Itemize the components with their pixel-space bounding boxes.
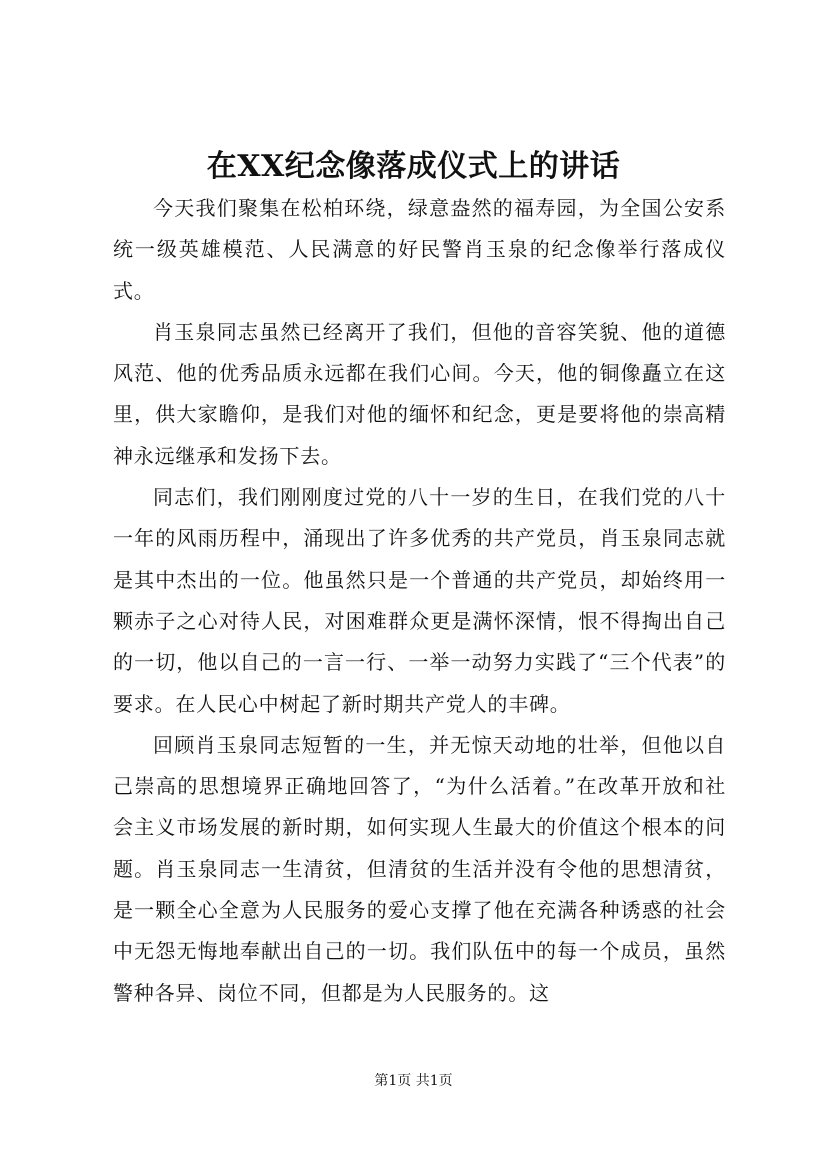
paragraph-4: 回顾肖玉泉同志短暂的一生，并无惊天动地的壮举，但他以自己崇高的思想境界正确地回答了，“为什么活着。”在改革开放和社会主义市场发展的新时期，如何实现人生最大的价值这个根本的问题。肖玉泉同志一生清贫，但清贫的生活并没有令他的思想清贫，是一颗全心全意为人民服务的爱心支撑了他在充满各种诱惑的社会中无怨无悔地奉献出自己的一切。我们队伍中的每一个成员，虽然警种各异、岗位不同，但都是为人民服务的。这 — [113, 732, 726, 1005]
page-footer: 第1页 共1页 — [374, 1073, 453, 1089]
paragraph-2: 肖玉泉同志虽然已经离开了我们，但他的音容笑貌、他的道德风范、他的优秀品质永远都在我们心间。今天，他的铜像矗立在这里，供大家瞻仰，是我们对他的缅怀和纪念，更是要将他的崇高精神永远继承和发扬下去。 — [113, 319, 726, 468]
document-title: 在XX纪念像落成仪式上的讲话 — [206, 149, 621, 184]
paragraph-1: 今天我们聚集在松柏环绕，绿意盎然的福寿园，为全国公安系统一级英雄模范、人民满意的好民警肖玉泉的纪念像举行落成仪式。 — [113, 196, 726, 303]
paragraph-3: 同志们，我们刚刚度过党的八十一岁的生日，在我们党的八十一年的风雨历程中，涌现出了许多优秀的共产党员，肖玉泉同志就是其中杰出的一位。他虽然只是一个普通的共产党员，却始终用一颗赤子之心对待人民，对困难群众更是满怀深情，恨不得掏出自己的一切，他以自己的一言一行、一举一动努力实践了“三个代表”的要求。在人民心中树起了新时期共产党人的丰碑。 — [113, 485, 726, 716]
document-body — [113, 188, 726, 1014]
